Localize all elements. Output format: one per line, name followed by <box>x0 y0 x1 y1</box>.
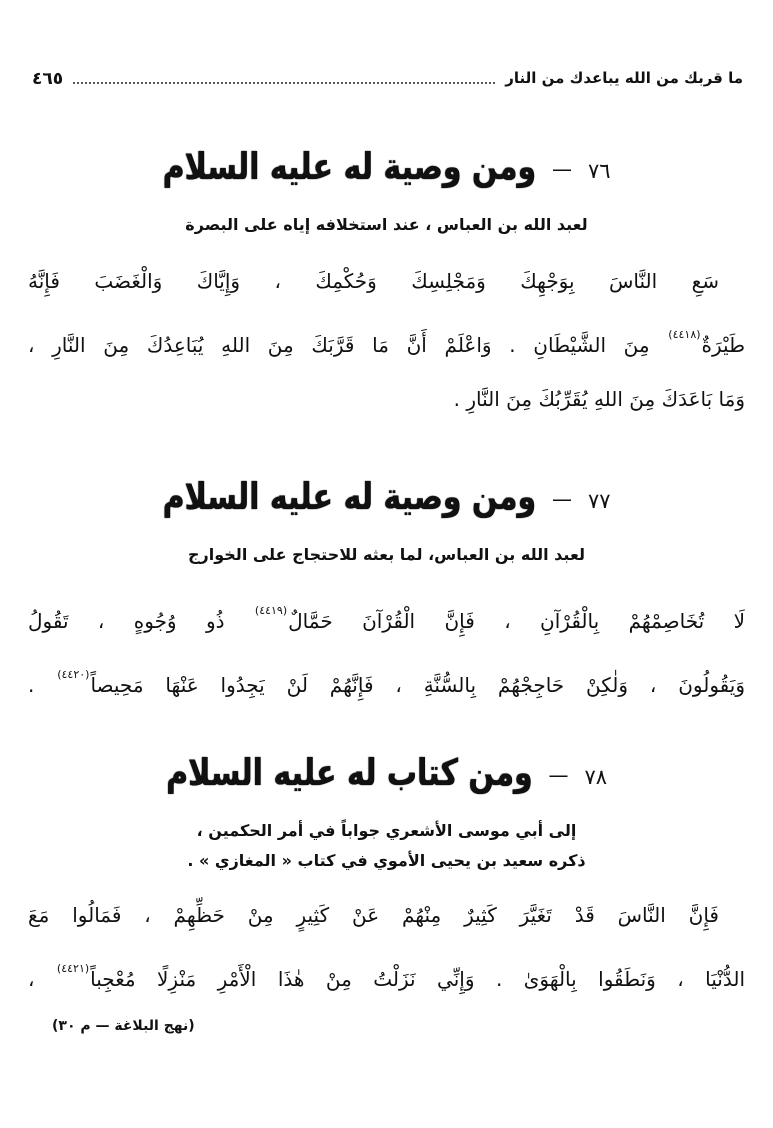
body-line <box>28 648 745 712</box>
section-78-body <box>28 888 745 1006</box>
footnote-marker: (٤٤٢٠) <box>57 668 90 681</box>
dotted-leader <box>73 82 495 84</box>
body-line <box>28 308 745 372</box>
printer-signature: (نهج البلاغة — م ٣٠) <box>52 1018 195 1034</box>
section-76 <box>28 140 745 426</box>
section-78-dash: — <box>548 763 569 787</box>
section-77-calligraphy-title: ومن وصية له عليه السلام <box>162 475 536 519</box>
section-76-number: ٧٦ <box>588 159 611 183</box>
page-number: ٤٦٥ <box>32 69 64 89</box>
section-77-dash: — <box>552 487 572 511</box>
section-76-heading <box>28 140 745 202</box>
section-78-subtitle-line-2: ذكره سعيد بن يحيى الأموي في كتاب « المغازي » . <box>187 851 586 870</box>
line-text: طَيْرَةٌ <box>701 333 745 357</box>
line-text: وَمَا بَاعَدَكَ مِنَ اللهِ يُقَرِّبُكَ مِنَ النَّارِ . <box>453 387 745 411</box>
section-78 <box>28 746 745 1006</box>
line-text: فَإِنَّ النَّاسَ قَدْ تَغَيَّرَ كَثِيرٌ مِنْهُمْ عَنْ كَثِيرٍ مِنْ حَظِّهِمْ ، فَمَالُوا مَعَ <box>28 903 719 927</box>
section-78-number: ٧٨ <box>584 765 608 789</box>
section-77 <box>28 470 745 712</box>
running-head <box>32 68 743 89</box>
section-76-dash: — <box>552 157 572 181</box>
body-line <box>28 372 745 426</box>
section-77-number: ٧٧ <box>588 489 611 513</box>
section-77-heading <box>28 470 745 532</box>
section-76-subtitle: لعبد الله بن العباس ، عند استخلافه إياه على البصرة <box>185 215 588 234</box>
line-text: مِنَ الشَّيْطَانِ . وَاعْلَمْ أَنَّ مَا قَرَّبَكَ مِنَ اللهِ يُبَاعِدُكَ مِنَ النَّارِ ، <box>28 333 668 357</box>
body-line <box>28 254 745 308</box>
body-line <box>28 888 745 942</box>
section-77-subtitle: لعبد الله بن العباس، لما بعثه للاحتجاج على الخوارج <box>188 545 585 564</box>
section-76-calligraphy-title: ومن وصية له عليه السلام <box>162 145 536 189</box>
line-text: . <box>28 673 57 697</box>
section-78-heading <box>28 746 745 808</box>
footnote-marker: (٤٤١٩) <box>254 604 288 617</box>
line-text: الدُّنْيَا ، وَنَطَقُوا بِالْهَوَىٰ . وَإِنِّي نَزَلْتُ مِنْ هٰذَا الْأَمْرِ مَنْزِلًا مُعْجِباً <box>90 967 746 991</box>
section-76-body <box>28 254 745 426</box>
line-text: سَعِ النَّاسَ بِوَجْهِكَ وَمَجْلِسِكَ وَحُكْمِكَ ، وَإِيَّاكَ وَالْغَضَبَ فَإِنَّهُ <box>28 269 719 293</box>
section-77-body <box>28 584 745 712</box>
running-title: ما قربك من الله يباعدك من النار <box>505 69 743 87</box>
line-text: لَا تُخَاصِمْهُمْ بِالْقُرْآنِ ، فَإِنَّ الْقُرْآنَ حَمَّالٌ <box>288 609 745 633</box>
line-text: ، <box>28 967 56 991</box>
section-78-calligraphy-title: ومن كتاب له عليه السلام <box>165 751 533 795</box>
footnote-marker: (٤٤١٨) <box>668 328 701 341</box>
section-78-subtitle-line-1: إلى أبي موسى الأشعري جواباً في أمر الحكمين ، <box>196 821 577 840</box>
body-line <box>28 942 745 1006</box>
footnote-marker: (٤٤٢١) <box>56 962 90 975</box>
body-line <box>28 584 745 648</box>
line-text: ذُو وُجُوهٍ ، تَقُولُ <box>28 609 254 633</box>
line-text: وَيَقُولُونَ ، وَلٰكِنْ حَاجِجْهُمْ بِالسُّنَّةِ ، فَإِنَّهُمْ لَنْ يَجِدُوا عَنْهَا مَحِيصاً <box>90 673 745 697</box>
